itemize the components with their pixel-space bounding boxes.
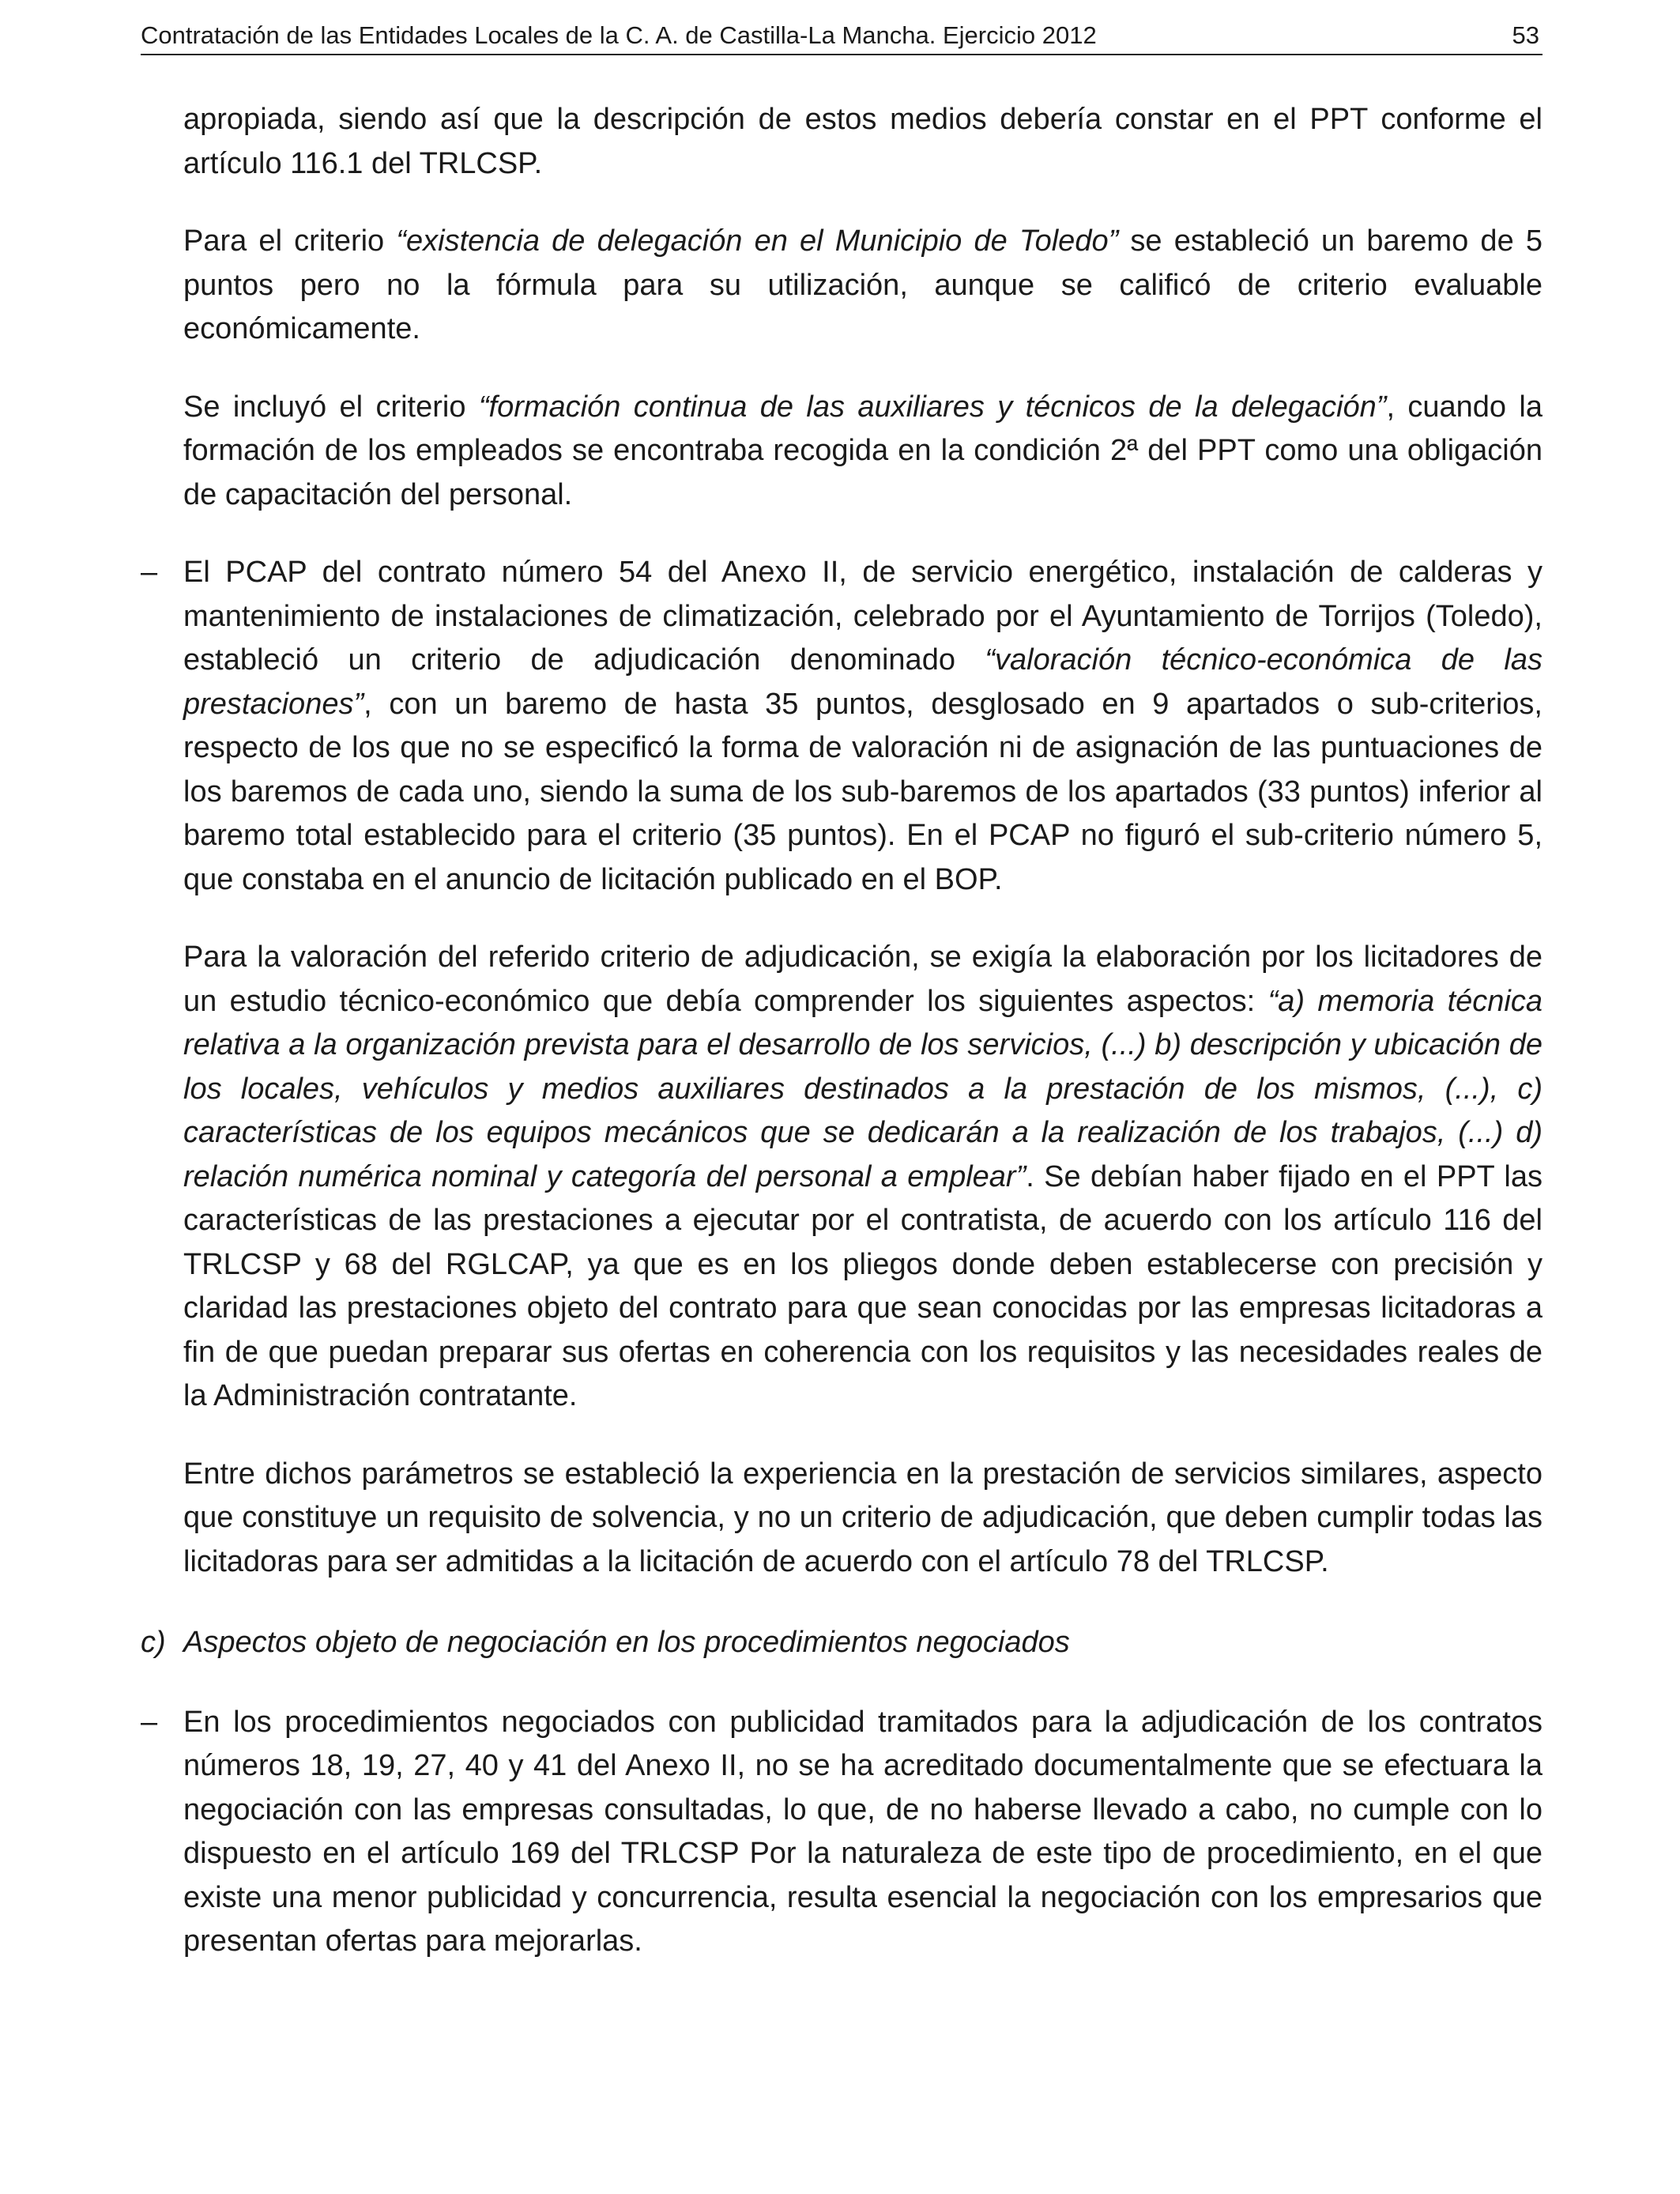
- paragraph-text-post: . Se debían haber fijado en el PPT las características de las prestaciones a ejecutar por el contratista, de acuerdo con los artículo 116 del TRLCSP y 68 del RGLCAP, ya que es en los pliegos donde deben establecerse con precisión y claridad las prestaciones objeto del contrato para que sean conocidas por las empresas licitadoras a fin de que puedan preparar sus ofertas en coherencia con los requisitos y las necesidades reales de la Administración contratante.: [183, 1159, 1543, 1412]
- paragraph-text-pre: El PCAP del contrato número 54 del Anexo II, de servicio energético, instalación de calderas y mantenimiento de instalaciones de climatización, celebrado por el Ayuntamiento de Torrijos (Toledo), estableció un criterio de adjudicación denominado: [183, 556, 1543, 677]
- paragraph-text-pre: Para la valoración del referido criterio de adjudicación, se exigía la elaboración por los licitadores de un estudio técnico-económico que debía comprender los siguientes aspectos:: [183, 941, 1543, 1018]
- paragraph-text-pre: Se incluyó el criterio: [183, 390, 479, 424]
- section-heading-c: [141, 1621, 1543, 1665]
- paragraph-formacion-continua: [183, 386, 1543, 518]
- quoted-criterion: “formación continua de las auxiliares y técnicos de la delegación”: [478, 390, 1387, 424]
- section-marker: c): [141, 1626, 166, 1659]
- running-header-title: Contratación de las Entidades Locales de la C. A. de Castilla-La Mancha. Ejercicio 2012: [141, 21, 1097, 49]
- bullet-contrato-54: [141, 551, 1543, 902]
- paragraph-text: apropiada, siendo así que la descripción de estos medios debería constar en el PPT conforme el artículo 116.1 del TRLCSP.: [183, 103, 1543, 180]
- paragraph-text-post: , con un baremo de hasta 35 puntos, desglosado en 9 apartados o sub-criterios, respecto de los que no se especificó la forma de valoración ni de asignación de las puntuaciones de los baremos de cada uno, siendo la suma de los sub-baremos de los apartados (33 puntos) inferior al baremo total establecido para el criterio (35 puntos). En el PCAP no figuró el sub-criterio número 5, que constaba en el anuncio de licitación publicado en el BOP.: [183, 687, 1543, 896]
- paragraph-estudio-tecnico: [183, 936, 1543, 1419]
- dash-bullet: –: [141, 556, 158, 589]
- paragraph-text: En los procedimientos negociados con publicidad tramitados para la adjudicación de los contratos números 18, 19, 27, 40 y 41 del Anexo II, no se ha acreditado documentalmente que se efectuara la negociación con las empresas consultadas, lo que, de no haberse llevado a cabo, no cumple con lo dispuesto en el artículo 169 del TRLCSP Por la naturaleza de este tipo de procedimiento, en el que existe una menor publicidad y concurrencia, resulta esencial la negociación con los empresarios que presentan ofertas para mejorarlas.: [183, 1705, 1543, 1958]
- quoted-criterion: “existencia de delegación en el Municipio de Toledo”: [396, 224, 1119, 258]
- quoted-requirements: “a) memoria técnica relativa a la organización prevista para el desarrollo de los servicios, (...) b) descripción y ubicación de los locales, vehículos y medios auxiliares destinados a la prestación de los mismos, (...), c) características de los equipos mecánicos que se dedicarán a la realización de los trabajos, (...) d) relación numérica nominal y categoría del personal a emplear”: [183, 984, 1543, 1193]
- page-body: [141, 98, 1543, 1964]
- quoted-criterion: “valoración técnico-económica de las prestaciones”: [183, 643, 1543, 721]
- paragraph-text-pre: Para el criterio: [183, 224, 397, 258]
- paragraph-text-post: , cuando la formación de los empleados se encontraba recogida en la condición 2ª del PPT como una obligación de capacitación del personal.: [183, 390, 1543, 511]
- paragraph-text-post: se estableció un baremo de 5 puntos pero no la fórmula para su utilización, aunque se calificó de criterio evaluable económicamente.: [183, 224, 1543, 345]
- page-header: [141, 17, 1543, 55]
- bullet-procedimientos-negociados: [141, 1701, 1543, 1964]
- section-title: Aspectos objeto de negociación en los procedimientos negociados: [183, 1626, 1070, 1659]
- paragraph-experiencia-solvencia: [183, 1453, 1543, 1585]
- page-number: 53: [1512, 21, 1539, 49]
- paragraph-delegacion-toledo: [183, 220, 1543, 352]
- paragraph-text: Entre dichos parámetros se estableció la experiencia en la prestación de servicios similares, aspecto que constituye un requisito de solvencia, y no un criterio de adjudicación, que deben cumplir todas las licitadoras para ser admitidas a la licitación de acuerdo con el artículo 78 del TRLCSP.: [183, 1457, 1543, 1578]
- dash-bullet: –: [141, 1705, 158, 1739]
- paragraph-medios: [183, 98, 1543, 186]
